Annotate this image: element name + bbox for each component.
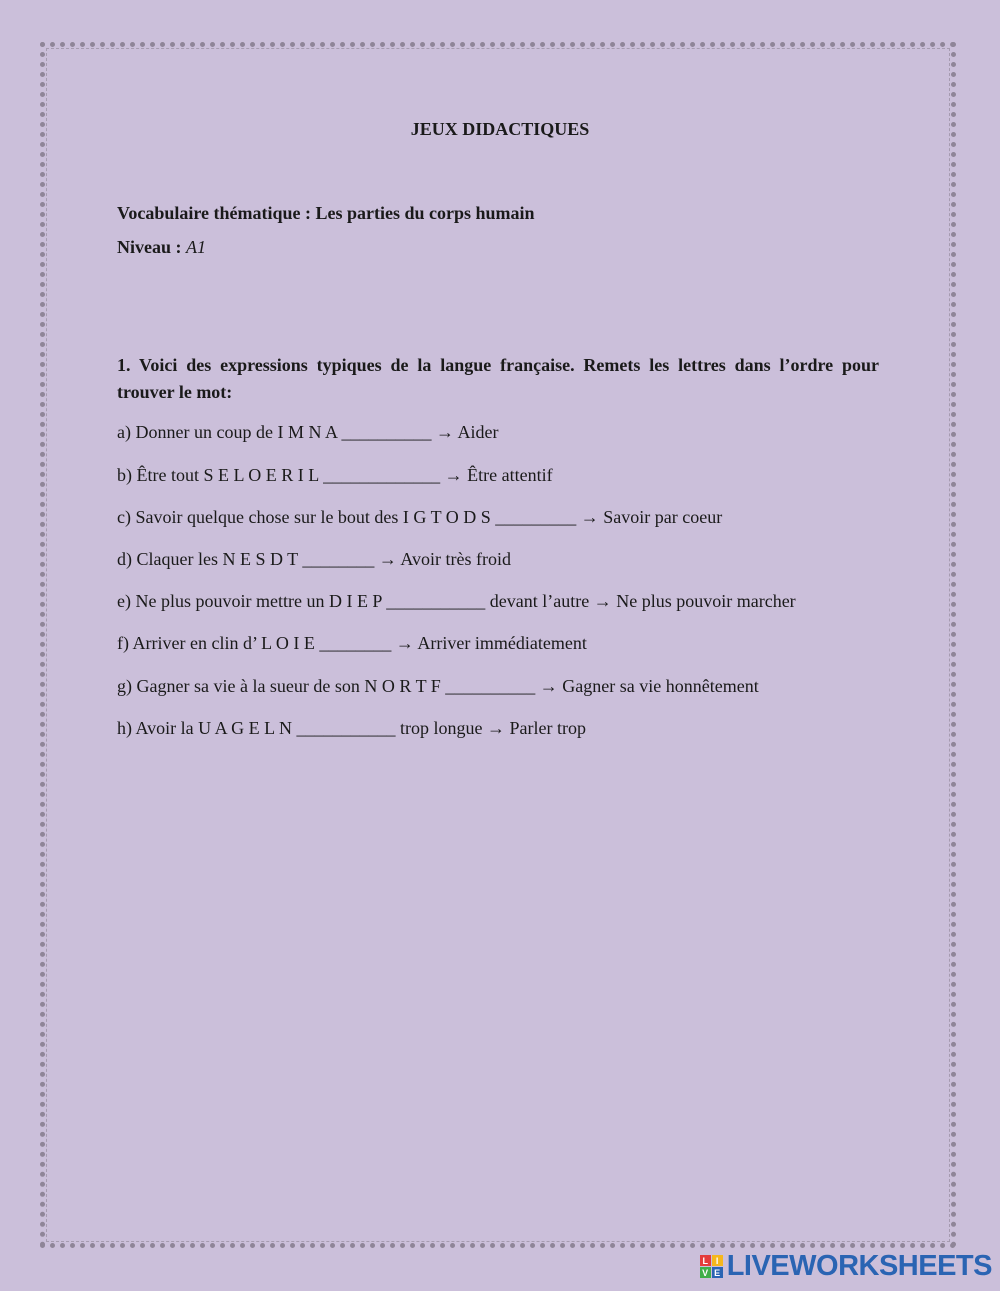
exercise-item-h: h) Avoir la U A G E L N ___________ trop longue → Parler trop	[117, 718, 586, 738]
exercise-item-f: f) Arriver en clin d’ L O I E ________ → Arriver immédiatement	[117, 633, 587, 653]
exercise-item-c: c) Savoir quelque chose sur le bout des I G T O D S _________ → Savoir par coeur	[117, 507, 723, 527]
level-line	[117, 237, 206, 258]
worksheet-title: JEUX DIDACTIQUES	[410, 119, 590, 139]
badge-letter: L	[700, 1255, 711, 1266]
exercise-item-d: d) Claquer les N E S D T ________ → Avoir très froid	[117, 549, 511, 569]
liveworksheets-logo[interactable]	[700, 1250, 992, 1283]
exercise-item-e: e) Ne plus pouvoir mettre un D I E P ___________ devant l’autre → Ne plus pouvoir marcher	[117, 591, 796, 611]
theme-label: Vocabulaire thématique : Les parties du corps humain	[117, 203, 535, 223]
exercise-instruction: 1. Voici des expressions typiques de la langue française. Remets les lettres dans l’ordre pour trouver le mot:	[117, 355, 879, 402]
live-badge-icon	[700, 1255, 723, 1278]
exercise-item-a: a) Donner un coup de I M N A __________ → Aider	[117, 422, 499, 442]
exercise-item-g: g) Gagner sa vie à la sueur de son N O R T F __________ → Gagner sa vie honnêtement	[117, 676, 759, 696]
level-value: A1	[186, 237, 206, 257]
badge-letter: V	[700, 1267, 711, 1278]
badge-letter: I	[712, 1255, 723, 1266]
level-label: Niveau :	[117, 237, 186, 257]
logo-wordmark: LIVEWORKSHEETS	[726, 1250, 992, 1282]
badge-letter: E	[712, 1267, 723, 1278]
exercise-item-b: b) Être tout S E L O E R I L _____________ → Être attentif	[117, 465, 553, 485]
theme-line	[117, 203, 535, 224]
